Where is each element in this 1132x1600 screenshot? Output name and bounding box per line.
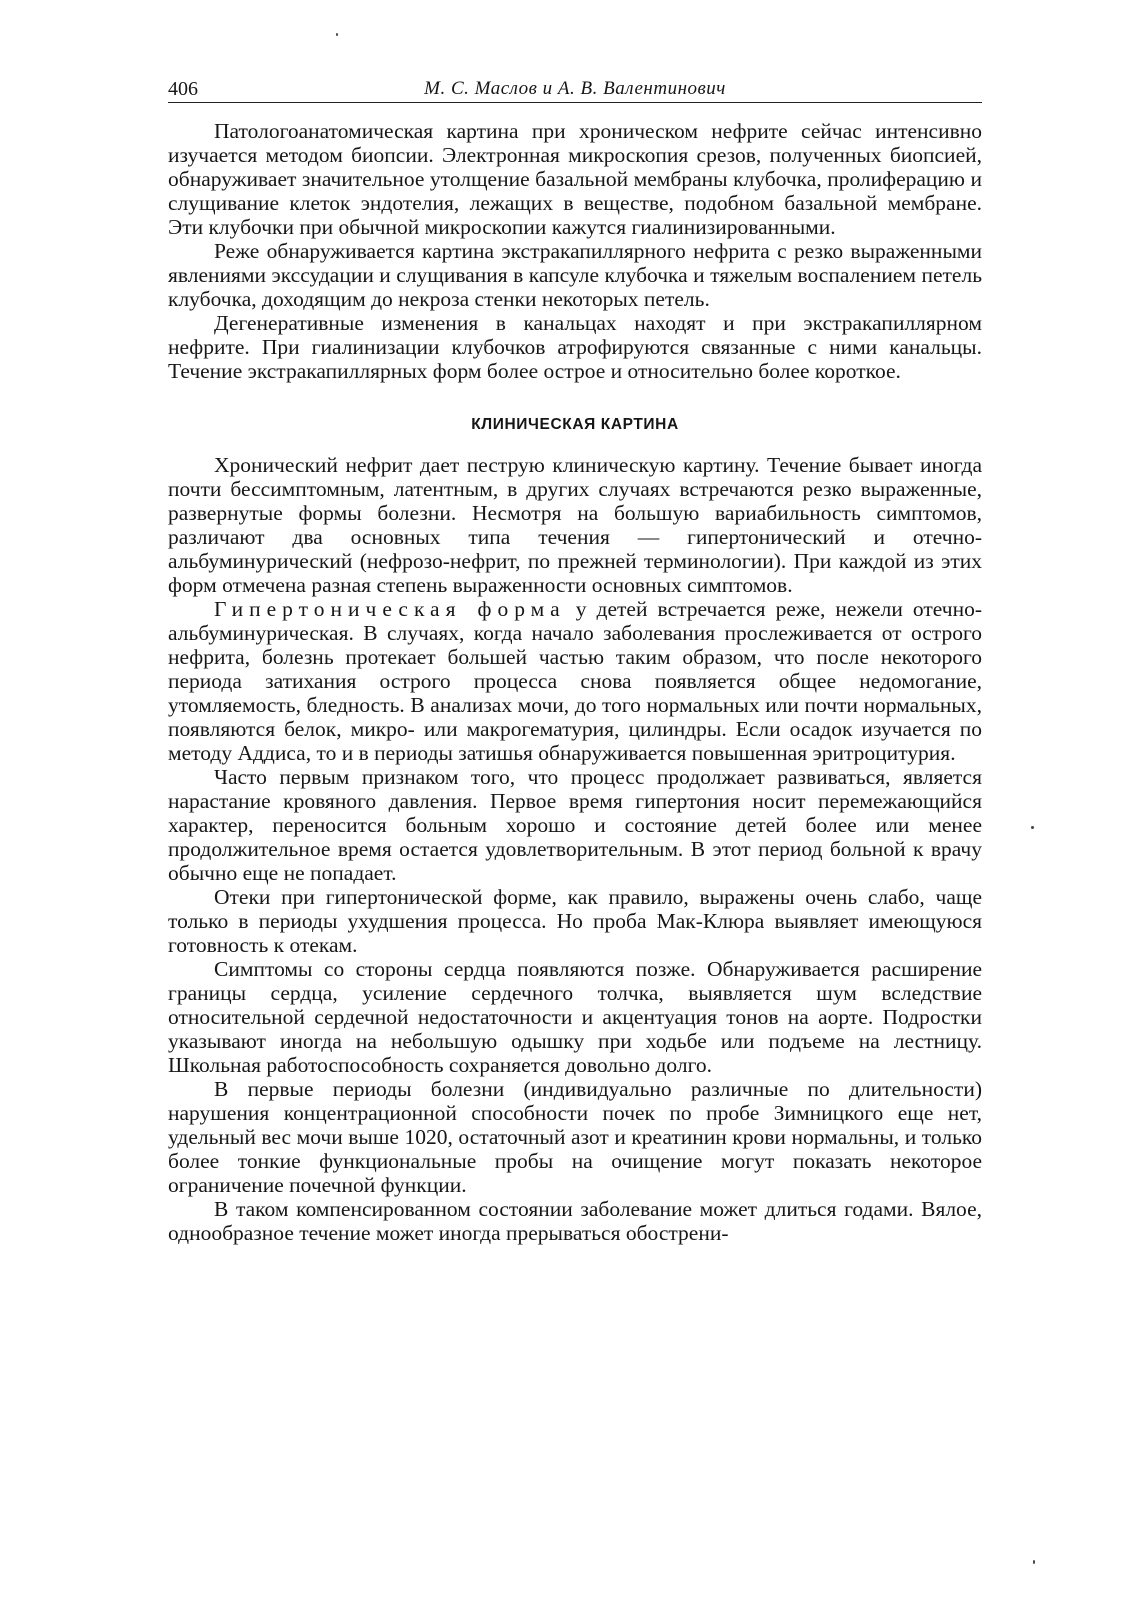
page-number: 406	[168, 78, 198, 100]
scan-speck	[1031, 826, 1034, 829]
book-page	[168, 72, 982, 1245]
paragraph-heart-symptoms: Симптомы со стороны сердца появляются позже. Обнаруживается расширение границы сердца, усиление сердечного толчка, выявляется шум вследствие относительной сердечной недостаточности и акцентуация тонов на аорте. Подростки указывают иногда на небольшую одышку при ходьбе или подъеме на лестницу. Школьная работоспособность сохраняется довольно долго.	[168, 957, 982, 1077]
running-title: М. С. Маслов и А. В. Валентинович	[424, 78, 726, 99]
paragraph-extracapillary-nephritis: Реже обнаруживается картина экстракапиллярного нефрита с резко выраженными явлениями экссудации и слущивания в капсуле клубочка и тяжелым воспалением петель клубочка, доходящим до некроза стенки некоторых петель.	[168, 239, 982, 311]
paragraph-compensated-state: В таком компенсированном состоянии заболевание может длиться годами. Вялое, однообразное течение может иногда прерываться обострени-	[168, 1197, 982, 1245]
paragraph-blood-pressure: Часто первым признаком того, что процесс продолжает развиваться, является нарастание кровяного давления. Первое время гипертония носит перемежающийся характер, переносится больным хорошо и состояние детей более или менее продолжительное время остается удовлетворительным. В этот период больной к врачу обычно еще не попадает.	[168, 765, 982, 885]
paragraph-hypertensive-form-text: у детей встречается реже, нежели отечно-альбуминурическая. В случаях, когда начало заболевания прослеживается от острого нефрита, болезнь протекает большей частью таким образом, что после некоторого периода затихания острого процесса снова появляется общее недомогание, утомляемость, бледность. В анализах мочи, до того нормальных или почти нормальных, появляются белок, микро- или макрогематурия, цилиндры. Если осадок изучается по методу Аддиса, то и в периоды затишья обнаруживается повышенная эритроцитурия.	[168, 597, 982, 765]
running-head	[168, 72, 982, 103]
scan-speck	[1033, 1560, 1035, 1564]
section-heading: КЛИНИЧЕСКАЯ КАРТИНА	[471, 416, 679, 433]
scan-speck	[336, 33, 338, 36]
spaced-term: Гипертоническая форма	[214, 597, 566, 621]
paragraph-edema: Отеки при гипертонической форме, как правило, выражены очень слабо, чаще только в периоды ухудшения процесса. Но проба Мак-Клюра выявляет имеющуюся готовность к отекам.	[168, 885, 982, 957]
paragraph-hypertensive-form	[168, 597, 982, 765]
paragraph-pathology-biopsy: Патологоанатомическая картина при хроническом нефрите сейчас интенсивно изучается методом биопсии. Электронная микроскопия срезов, полученных биопсией, обнаруживает значительное утолщение базальной мембраны клубочка, пролиферацию и слущивание клеток эндотелия, лежащих в веществе, подобном базальной мембране. Эти клубочки при обычной микроскопии кажутся гиалинизированными.	[168, 119, 982, 239]
paragraph-kidney-function: В первые периоды болезни (индивидуально различные по длительности) нарушения концентрационной способности почек по пробе Зимницкого еще нет, удельный вес мочи выше 1020, остаточный азот и креатинин крови нормальны, и только более тонкие функциональные пробы на очищение могут показать некоторое ограничение почечной функции.	[168, 1077, 982, 1197]
paragraph-tubular-changes: Дегенеративные изменения в канальцах находят и при экстракапиллярном нефрите. При гиалинизации клубочков атрофируются связанные с ними канальцы. Течение экстракапиллярных форм более острое и относительно более короткое.	[168, 311, 982, 383]
paragraph-clinical-intro: Хронический нефрит дает пеструю клиническую картину. Течение бывает иногда почти бессимптомным, латентным, в других случаях встречаются резко выраженные, развернутые формы болезни. Несмотря на большую вариабильность симптомов, различают два основных типа течения — гипертонический и отечно-альбуминурический (нефрозо-нефрит, по прежней терминологии). При каждой из этих форм отмечена разная степень выраженности основных симптомов.	[168, 453, 982, 597]
body-text	[168, 119, 982, 1245]
